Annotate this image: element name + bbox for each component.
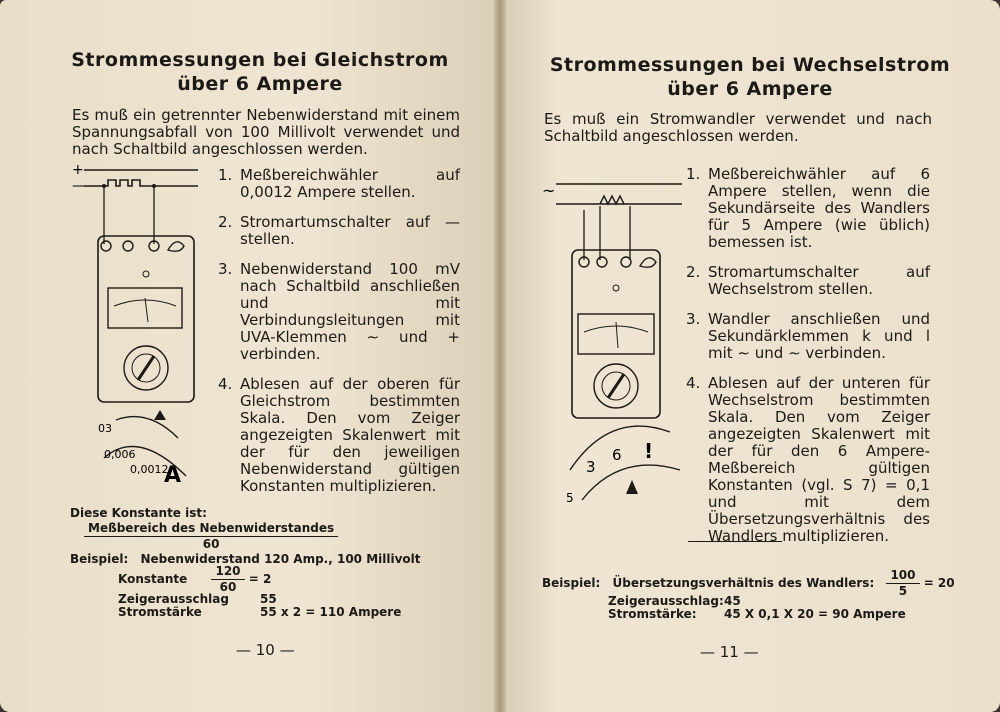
konstante-formula (70, 506, 470, 552)
page-number-left: — 10 — (236, 641, 295, 659)
left-page-title (40, 48, 480, 96)
right-page-title (530, 53, 970, 101)
dial-label: 3 (586, 458, 596, 476)
list-item: 4. Ablesen auf der oberen für Gleichstrom bestimmten Skala. Den vom Zeiger angezeigten Skalenwert mit der für den jeweiligen Nebenwiderstand gültigen Konstanten multiplizieren. (218, 375, 460, 495)
dial-label: 6 (612, 446, 622, 464)
konstante-example: Konstante $\frac{120}{60}$ = 2 (118, 564, 272, 594)
list-item: 4. Ablesen auf der unteren für Wechselstrom bestimmten Skala. Den vom Zeiger angezeigten Skalenwert mit der für den 6 Ampere-Meßbereich gültigen Konstanten (vgl. S 7) = 0,1 und mit dem Übersetzungsverhältnis des Wandlers multiplizieren. (686, 374, 930, 545)
dial-label: 03 (98, 422, 112, 435)
strom-row: Stromstärke 55 x 2 = 110 Ampere (118, 605, 402, 619)
terminal-icon (621, 257, 631, 267)
dial-pointer (608, 374, 624, 398)
list-item: 3. Nebenwiderstand 100 mV nach Schaltbild anschließen und mit Verbindungsleitungen mit UVA-Klemmen ∼ und + verbinden. (218, 260, 460, 363)
right-example-line: Beispiel: Übersetzungsverhältnis des Wandlers: $\frac{100}{5}$ = 20 (542, 568, 955, 598)
ratio-fraction: $\frac{100}{5}$ (886, 568, 919, 599)
right-page (500, 0, 1000, 712)
meter-scale-window (578, 314, 654, 354)
dial-label: 5 (566, 491, 574, 505)
shunt-resistor (84, 180, 198, 186)
dial-label: 0,0012 (130, 463, 169, 476)
shunt-wiring-diagram (68, 158, 208, 498)
right-intro: Es muß ein Stromwandler verwendet und nach Schaltbild angeschlossen werden. (544, 110, 932, 145)
meter-scale-window (108, 288, 182, 328)
switch-knob-icon (168, 242, 184, 252)
ampere-label: A (164, 463, 182, 488)
page-number-right: — 11 — (700, 643, 759, 661)
konstante-label: Diese Konstante ist: (70, 506, 207, 520)
list-item: 2. Stromartumschalter auf — stellen. (218, 213, 460, 248)
left-title-line1: Strommessungen bei Gleichstrom (71, 49, 449, 71)
zeiger-row: Zeigerausschlag 55 (118, 592, 277, 606)
left-title-line2: über 6 Ampere (177, 73, 343, 95)
beispiel-label: Beispiel: (70, 552, 129, 566)
pointer-marker-icon (626, 480, 638, 494)
list-item: 3. Wandler anschließen und Sekundärklemmen k und l mit ∼ und ∼ verbinden. (686, 310, 930, 362)
current-transformer (600, 196, 624, 204)
meter-body (98, 236, 194, 402)
terminal-icon (597, 257, 607, 267)
left-steps-list (218, 167, 460, 508)
list-item: 2. Stromartumschalter auf Wechselstrom stellen. (686, 263, 930, 298)
list-item: 1. Meßbereichwähler auf 0,0012 Ampere stellen. (218, 166, 460, 201)
terminal-icon (101, 241, 111, 251)
diagram-plus-label: + (72, 162, 84, 178)
meter-needle (145, 298, 148, 322)
warning-mark: ! (644, 439, 654, 463)
dial-pointer (138, 356, 154, 380)
right-title-line1: Strommessungen bei Wechselstrom (549, 54, 951, 76)
diagram-minus-label: — (72, 178, 86, 194)
beispiel-label: Beispiel: (542, 576, 601, 590)
right-steps-list (686, 166, 930, 558)
pointer-marker-icon (154, 410, 166, 420)
strom-row: Stromstärke: 45 X 0,1 X 20 = 90 Ampere (608, 607, 906, 621)
book-gutter (494, 0, 506, 712)
right-title-line2: über 6 Ampere (667, 78, 833, 100)
transformer-wiring-diagram (540, 170, 690, 510)
left-example-line: Beispiel: Nebenwiderstand 120 Amp., 100 Millivolt (70, 552, 421, 566)
separator-line (688, 541, 782, 542)
konstante-fraction: $\frac{\text{Meßbereich des Nebenwiderstandes}}{60}$ (84, 521, 338, 552)
zeiger-row: Zeigerausschlag:45 (608, 594, 741, 608)
diagram-tilde-label: ~ (542, 181, 556, 200)
dial-label: 0,006 (104, 448, 136, 461)
meter-body (572, 250, 660, 418)
switch-knob-icon (640, 258, 656, 268)
list-item: 1. Meßbereichwähler auf 6 Ampere stellen, wenn die Sekundärseite des Wandlers für 5 Ampere (wie üblich) bemessen ist. (686, 165, 930, 251)
left-intro: Es muß ein getrennter Nebenwiderstand mit einem Spannungsabfall von 100 Millivolt verwendet und nach Schaltbild angeschlossen werden. (72, 106, 460, 158)
terminal-icon (123, 241, 133, 251)
